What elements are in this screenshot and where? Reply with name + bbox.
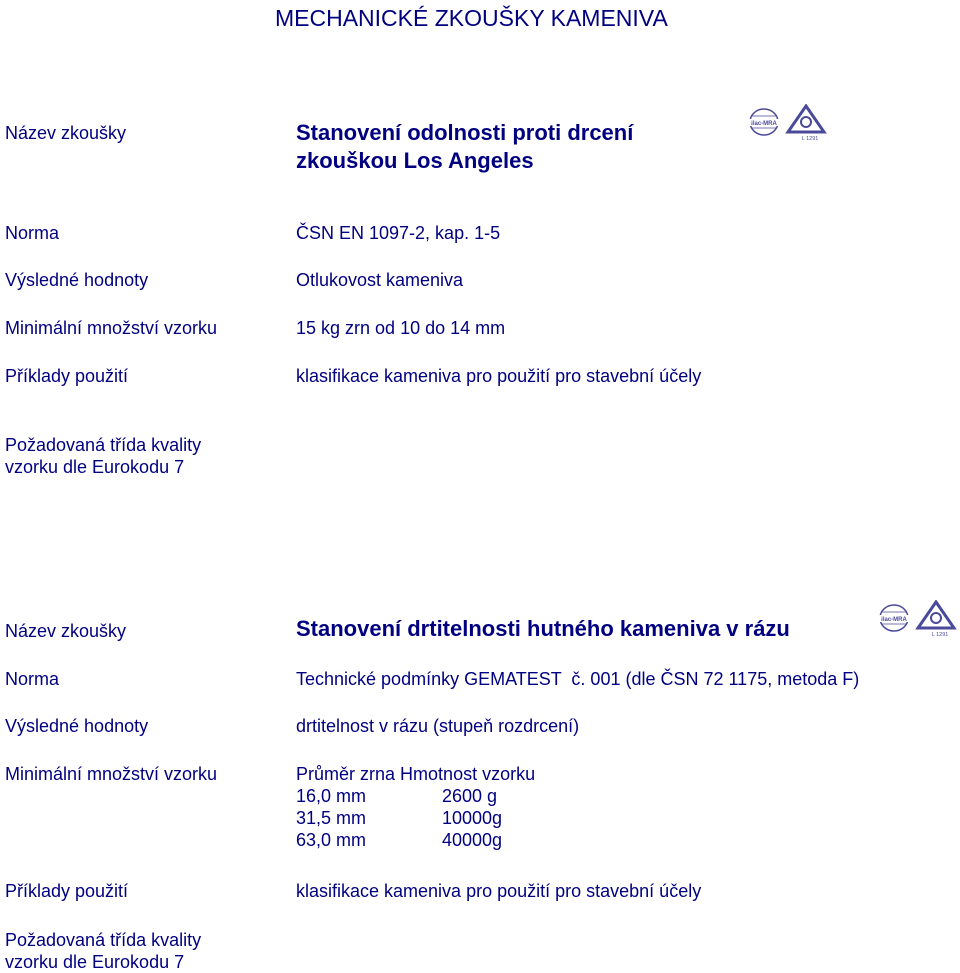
norm-value: Technické podmínky GEMATEST č. 001 (dle ČSN 72 1175, metoda F)	[296, 669, 860, 689]
table-cell: 16,0 mm	[296, 786, 367, 806]
ilac-mra-logo	[879, 605, 909, 631]
results-label: Výsledné hodnoty	[5, 716, 149, 736]
usage-value: klasifikace kameniva pro použití pro stavební účely	[296, 881, 702, 901]
test-name-label: Název zkoušky	[5, 123, 127, 143]
table-cell: 10000g	[442, 808, 503, 828]
min-amount-value: 15 kg zrn od 10 do 14 mm	[296, 318, 506, 338]
cai-accreditation-logo	[918, 602, 954, 638]
accreditation-code: L 1291	[931, 632, 949, 638]
usage-label: Příklady použití	[5, 881, 129, 901]
quality-class-label	[5, 434, 201, 478]
accreditation-code: L 1291	[801, 136, 819, 142]
page-title: MECHANICKÉ ZKOUŠKY KAMENIVA	[275, 5, 668, 31]
table-cell: 40000g	[442, 830, 503, 850]
min-amount-table	[296, 763, 535, 851]
table-cell: 63,0 mm	[296, 830, 367, 850]
results-value: drtitelnost v rázu (stupeň rozdrcení)	[296, 716, 580, 736]
min-amount-label: Minimální množství vzorku	[5, 318, 218, 338]
logos	[748, 104, 828, 142]
test-name-line: Stanovení odolnosti proti drcení	[296, 120, 634, 145]
test-name	[296, 119, 633, 175]
results-label: Výsledné hodnoty	[5, 270, 149, 290]
table-row	[296, 785, 535, 807]
usage-value: klasifikace kameniva pro použití pro stavební účely	[296, 366, 702, 386]
table-header: Hmotnost vzorku	[400, 764, 536, 784]
quality-class-label-line: vzorku dle Eurokodu 7	[5, 457, 185, 477]
quality-class-label-line: Požadovaná třída kvality	[5, 435, 202, 455]
ilac-mra-logo-text: ilac-MRA	[881, 617, 907, 623]
test-name: Stanovení drtitelnosti hutného kameniva v rázu	[296, 616, 790, 641]
table-header: Průměr zrna	[296, 764, 396, 784]
test-name-label: Název zkoušky	[5, 621, 127, 641]
table-header-row	[296, 763, 535, 785]
quality-class-label	[5, 929, 201, 973]
usage-label: Příklady použití	[5, 366, 129, 386]
ilac-mra-logo-text: ilac-MRA	[751, 121, 777, 127]
results-value: Otlukovost kameniva	[296, 270, 464, 290]
quality-class-label-line: vzorku dle Eurokodu 7	[5, 952, 185, 972]
logos	[878, 600, 958, 638]
table-row	[296, 829, 535, 851]
ilac-mra-logo	[749, 109, 779, 135]
test-name-line: zkouškou Los Angeles	[296, 148, 534, 173]
norm-label: Norma	[5, 669, 60, 689]
norm-value: ČSN EN 1097-2, kap. 1-5	[296, 223, 501, 243]
table-cell: 2600 g	[442, 786, 498, 806]
table-cell: 31,5 mm	[296, 808, 367, 828]
table-row	[296, 807, 535, 829]
quality-class-label-line: Požadovaná třída kvality	[5, 930, 202, 950]
min-amount-label: Minimální množství vzorku	[5, 764, 218, 784]
norm-label: Norma	[5, 223, 60, 243]
cai-accreditation-logo	[788, 106, 824, 142]
